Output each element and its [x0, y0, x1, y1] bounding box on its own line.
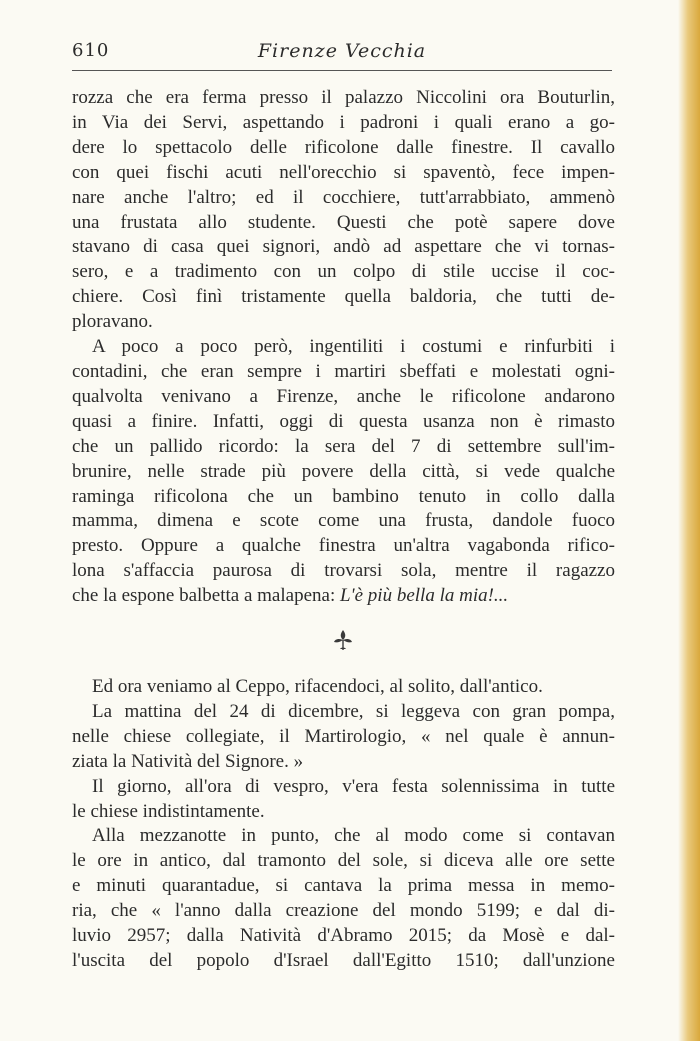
text-line: brunire, nelle strade più povere della città, si vede qualche [72, 460, 615, 482]
text-line: quasi a finire. Infatti, oggi di questa usanza non è rimasto [72, 410, 615, 432]
text-line: e minuti quarantadue, si cantava la prima messa in memo- [72, 875, 615, 897]
paragraph [72, 675, 615, 700]
text-line: qualvolta venivano a Firenze, anche le rificolone andarono [72, 385, 615, 407]
text-line: La mattina del 24 di dicembre, si leggeva con gran pompa, [92, 700, 615, 722]
text-line: ploravano. [72, 311, 153, 333]
text-line: Ed ora veniamo al Ceppo, rifacendoci, al solito, dall'antico. [92, 676, 543, 697]
text-line: in Via dei Servi, aspettando i padroni i quali erano a go- [72, 111, 615, 133]
body-text-top [72, 86, 615, 609]
text-line: con quei fischi acuti nell'orecchio si spaventò, fece impen- [72, 161, 615, 183]
text-line: lona s'affaccia paurosa di trovarsi sola, mentre il ragazzo [72, 560, 615, 582]
text-line: ria, che « l'anno dalla creazione del mondo 5199; e dal di- [72, 900, 615, 922]
text-line: stavano di casa quei signori, andò ad aspettare che vi tornas- [72, 236, 615, 258]
text-line [72, 584, 615, 609]
paragraph [72, 775, 615, 825]
text-line: mamma, dimena e scote come una frusta, dandole fuoco [72, 510, 615, 532]
italic-quote: L'è più bella la mia!... [339, 585, 509, 607]
paragraph [72, 86, 615, 335]
text-line: nare anche l'altro; ed il cocchiere, tutt'arrabbiato, ammenò [72, 186, 615, 208]
text-line: Il giorno, all'ora di vespro, v'era festa solennissima in tutte [92, 775, 615, 797]
text-line: dere lo spettacolo delle rificolone dalle finestre. Il cavallo [72, 136, 615, 158]
text-line: sero, e a tradimento con un colpo di stile uccise il coc- [72, 261, 615, 283]
text-line: una frustata allo studente. Questi che potè sapere dove [72, 211, 615, 233]
body-text-bottom [72, 675, 615, 974]
text-line: Alla mezzanotte in punto, che al modo come si contavan [92, 825, 615, 847]
page-edge [678, 0, 700, 1041]
text-line: nelle chiese collegiate, il Martirologio, « nel quale è annun- [72, 725, 615, 747]
text-line: contadini, che eran sempre i martiri sbeffati e molestati ogni- [72, 360, 615, 382]
page-number: 610 [72, 40, 110, 61]
running-header [72, 40, 612, 68]
paragraph [72, 824, 615, 973]
text-line: le chiese indistintamente. [72, 800, 265, 822]
text-line: presto. Oppure a qualche finestra un'altra vagabonda rifico- [72, 535, 615, 557]
running-title: Firenze Vecchia [257, 40, 427, 62]
header-rule [72, 70, 612, 71]
text-line: chiere. Così finì tristamente quella baldoria, che tutti de- [72, 286, 615, 308]
text-line: ziata la Natività del Signore. » [72, 750, 304, 772]
paragraph [72, 700, 615, 775]
text-line: A poco a poco però, ingentiliti i costumi e rinfurbiti i [92, 336, 615, 358]
text-line: luvio 2957; dalla Natività d'Abramo 2015; da Mosè e dal- [72, 925, 615, 947]
text-run: che la espone balbetta a malapena: [72, 585, 340, 607]
paragraph [72, 335, 615, 609]
text-line: le ore in antico, dal tramonto del sole, si diceva alle ore sette [72, 850, 615, 872]
text-line: l'uscita del popolo d'Israel dall'Egitto 1510; dall'unzione [72, 949, 615, 971]
fleuron-icon [330, 628, 356, 654]
text-line: raminga rificolona che un bambino tenuto in collo dalla [72, 485, 615, 507]
text-line: che un pallido ricordo: la sera del 7 di settembre sull'im- [72, 435, 615, 457]
text-line: rozza che era ferma presso il palazzo Niccolini ora Bouturlin, [72, 87, 615, 108]
